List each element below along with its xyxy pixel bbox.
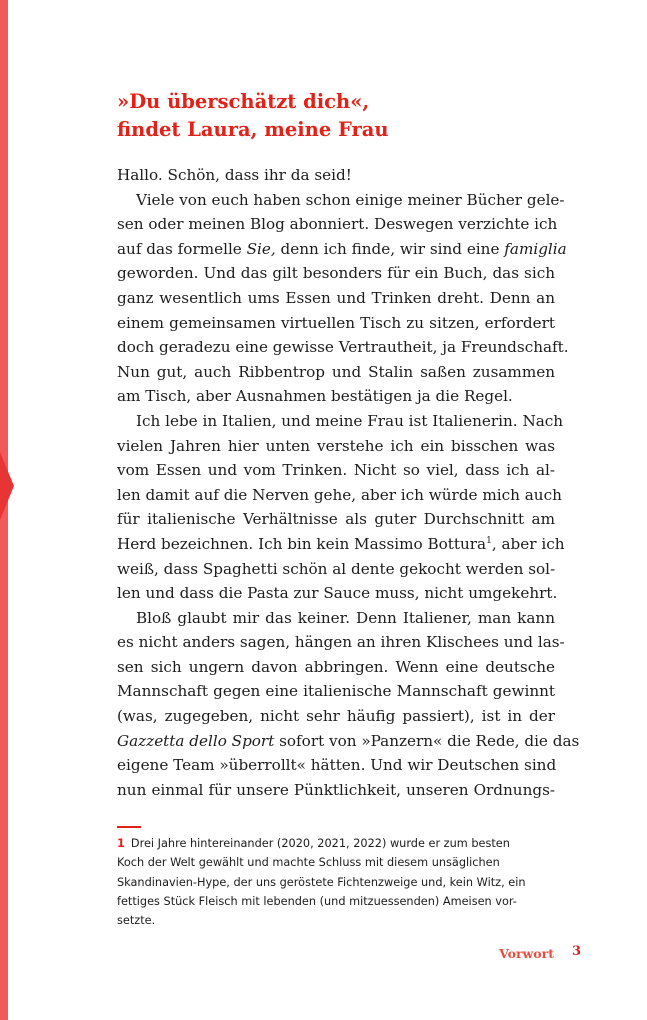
text-line: weiß, dass Spaghetti schön al dente gekocht werden sol-	[117, 559, 556, 578]
text-line: geworden. Und das gilt besonders für ein Buch, das sich	[117, 264, 555, 283]
chapter-heading	[117, 88, 389, 144]
footnote-line: Koch der Welt gewählt und machte Schluss mit diesem unsäglichen	[117, 856, 500, 870]
footnote-line: fettiges Stück Fleisch mit lebenden (und mitzuessenden) Ameisen vor-	[117, 894, 517, 908]
footnote-divider	[117, 826, 141, 828]
text-line: len und dass die Pasta zur Sauce muss, nicht umgekehrt.	[117, 584, 558, 603]
footnote-line: Skandinavien-Hype, der uns geröstete Fichtenzweige und, kein Witz, ein	[117, 875, 526, 889]
text-line: (was, zugegeben, nicht sehr häufig passiert), ist in der	[117, 707, 555, 726]
footnote-line: setzte.	[117, 914, 156, 928]
text-run: sofort von »Panzern« die Rede, die das	[274, 731, 580, 750]
text-line: sen oder meinen Blog abonniert. Deswegen verzichte ich	[117, 215, 558, 234]
text-line: Viele von euch haben schon einige meiner Bücher gele-	[136, 190, 565, 209]
running-head: Vorwort	[499, 946, 554, 961]
text-line: len damit auf die Nerven gehe, aber ich würde mich auch	[117, 485, 562, 504]
text-line: es nicht anders sagen, hängen an ihren Klischees und las-	[117, 633, 565, 652]
text-line: sen sich ungern davon abbringen. Wenn eine deutsche	[117, 657, 555, 676]
text-line: Nun gut, auch Ribbentrop und Stalin saßen zusammen	[117, 362, 555, 381]
heading-line-2: findet Laura, meine Frau	[117, 118, 389, 141]
text-line: Hallo. Schön, dass ihr da seid!	[117, 166, 352, 184]
italic-term: Sie,	[246, 239, 276, 258]
thumb-index-tab	[0, 452, 14, 520]
text-line: nun einmal für unsere Pünktlichkeit, unseren Ordnungs-	[117, 780, 555, 799]
heading-line-1: »Du überschätzt dich«,	[117, 90, 370, 113]
text-run: denn ich finde, wir sind eine	[275, 239, 505, 258]
text-line: Bloß glaubt mir das keiner. Denn Italiener, man kann	[136, 608, 555, 627]
text-line: vom Essen und vom Trinken. Nicht so viel, dass ich al-	[117, 461, 555, 480]
text-line: eigene Team »überrollt« hätten. Und wir Deutschen sind	[117, 756, 557, 775]
text-line	[117, 729, 580, 754]
text-line	[117, 237, 567, 262]
text-line: doch geradezu eine gewisse Vertrautheit, ja Freundschaft.	[117, 338, 569, 357]
footnote-number: 1	[117, 837, 125, 850]
text-line	[117, 532, 565, 557]
footnote-line	[117, 834, 537, 853]
text-line: einem gemeinsamen virtuellen Tisch zu sitzen, erfordert	[117, 313, 555, 332]
text-line: ganz wesentlich ums Essen und Trinken dreht. Denn an	[117, 288, 555, 307]
footnote	[117, 834, 537, 930]
body-text	[117, 163, 580, 802]
italic-term: famiglia	[504, 239, 567, 258]
text-line: Mannschaft gegen eine italienische Mannschaft gewinnt	[117, 682, 555, 701]
text-run: Herd bezeichnen. Ich bin kein Massimo Bottura	[117, 534, 487, 553]
text-line: für italienische Verhältnisse als guter Durchschnitt am	[117, 510, 555, 529]
text-run: auf das formelle	[117, 239, 247, 258]
footnote-reference: 1	[486, 535, 492, 546]
text-run: , aber ich	[491, 534, 565, 553]
text-line: am Tisch, aber Ausnahmen bestätigen ja die Regel.	[117, 387, 513, 406]
footnote-text: Drei Jahre hintereinander (2020, 2021, 2022) wurde er zum besten	[130, 837, 510, 850]
page-number: 3	[572, 944, 582, 959]
text-line: Ich lebe in Italien, und meine Frau ist Italienerin. Nach	[136, 411, 564, 430]
text-line: vielen Jahren hier unten verstehe ich ein bisschen was	[117, 436, 555, 455]
italic-term: Gazzetta dello Sport	[117, 731, 275, 750]
